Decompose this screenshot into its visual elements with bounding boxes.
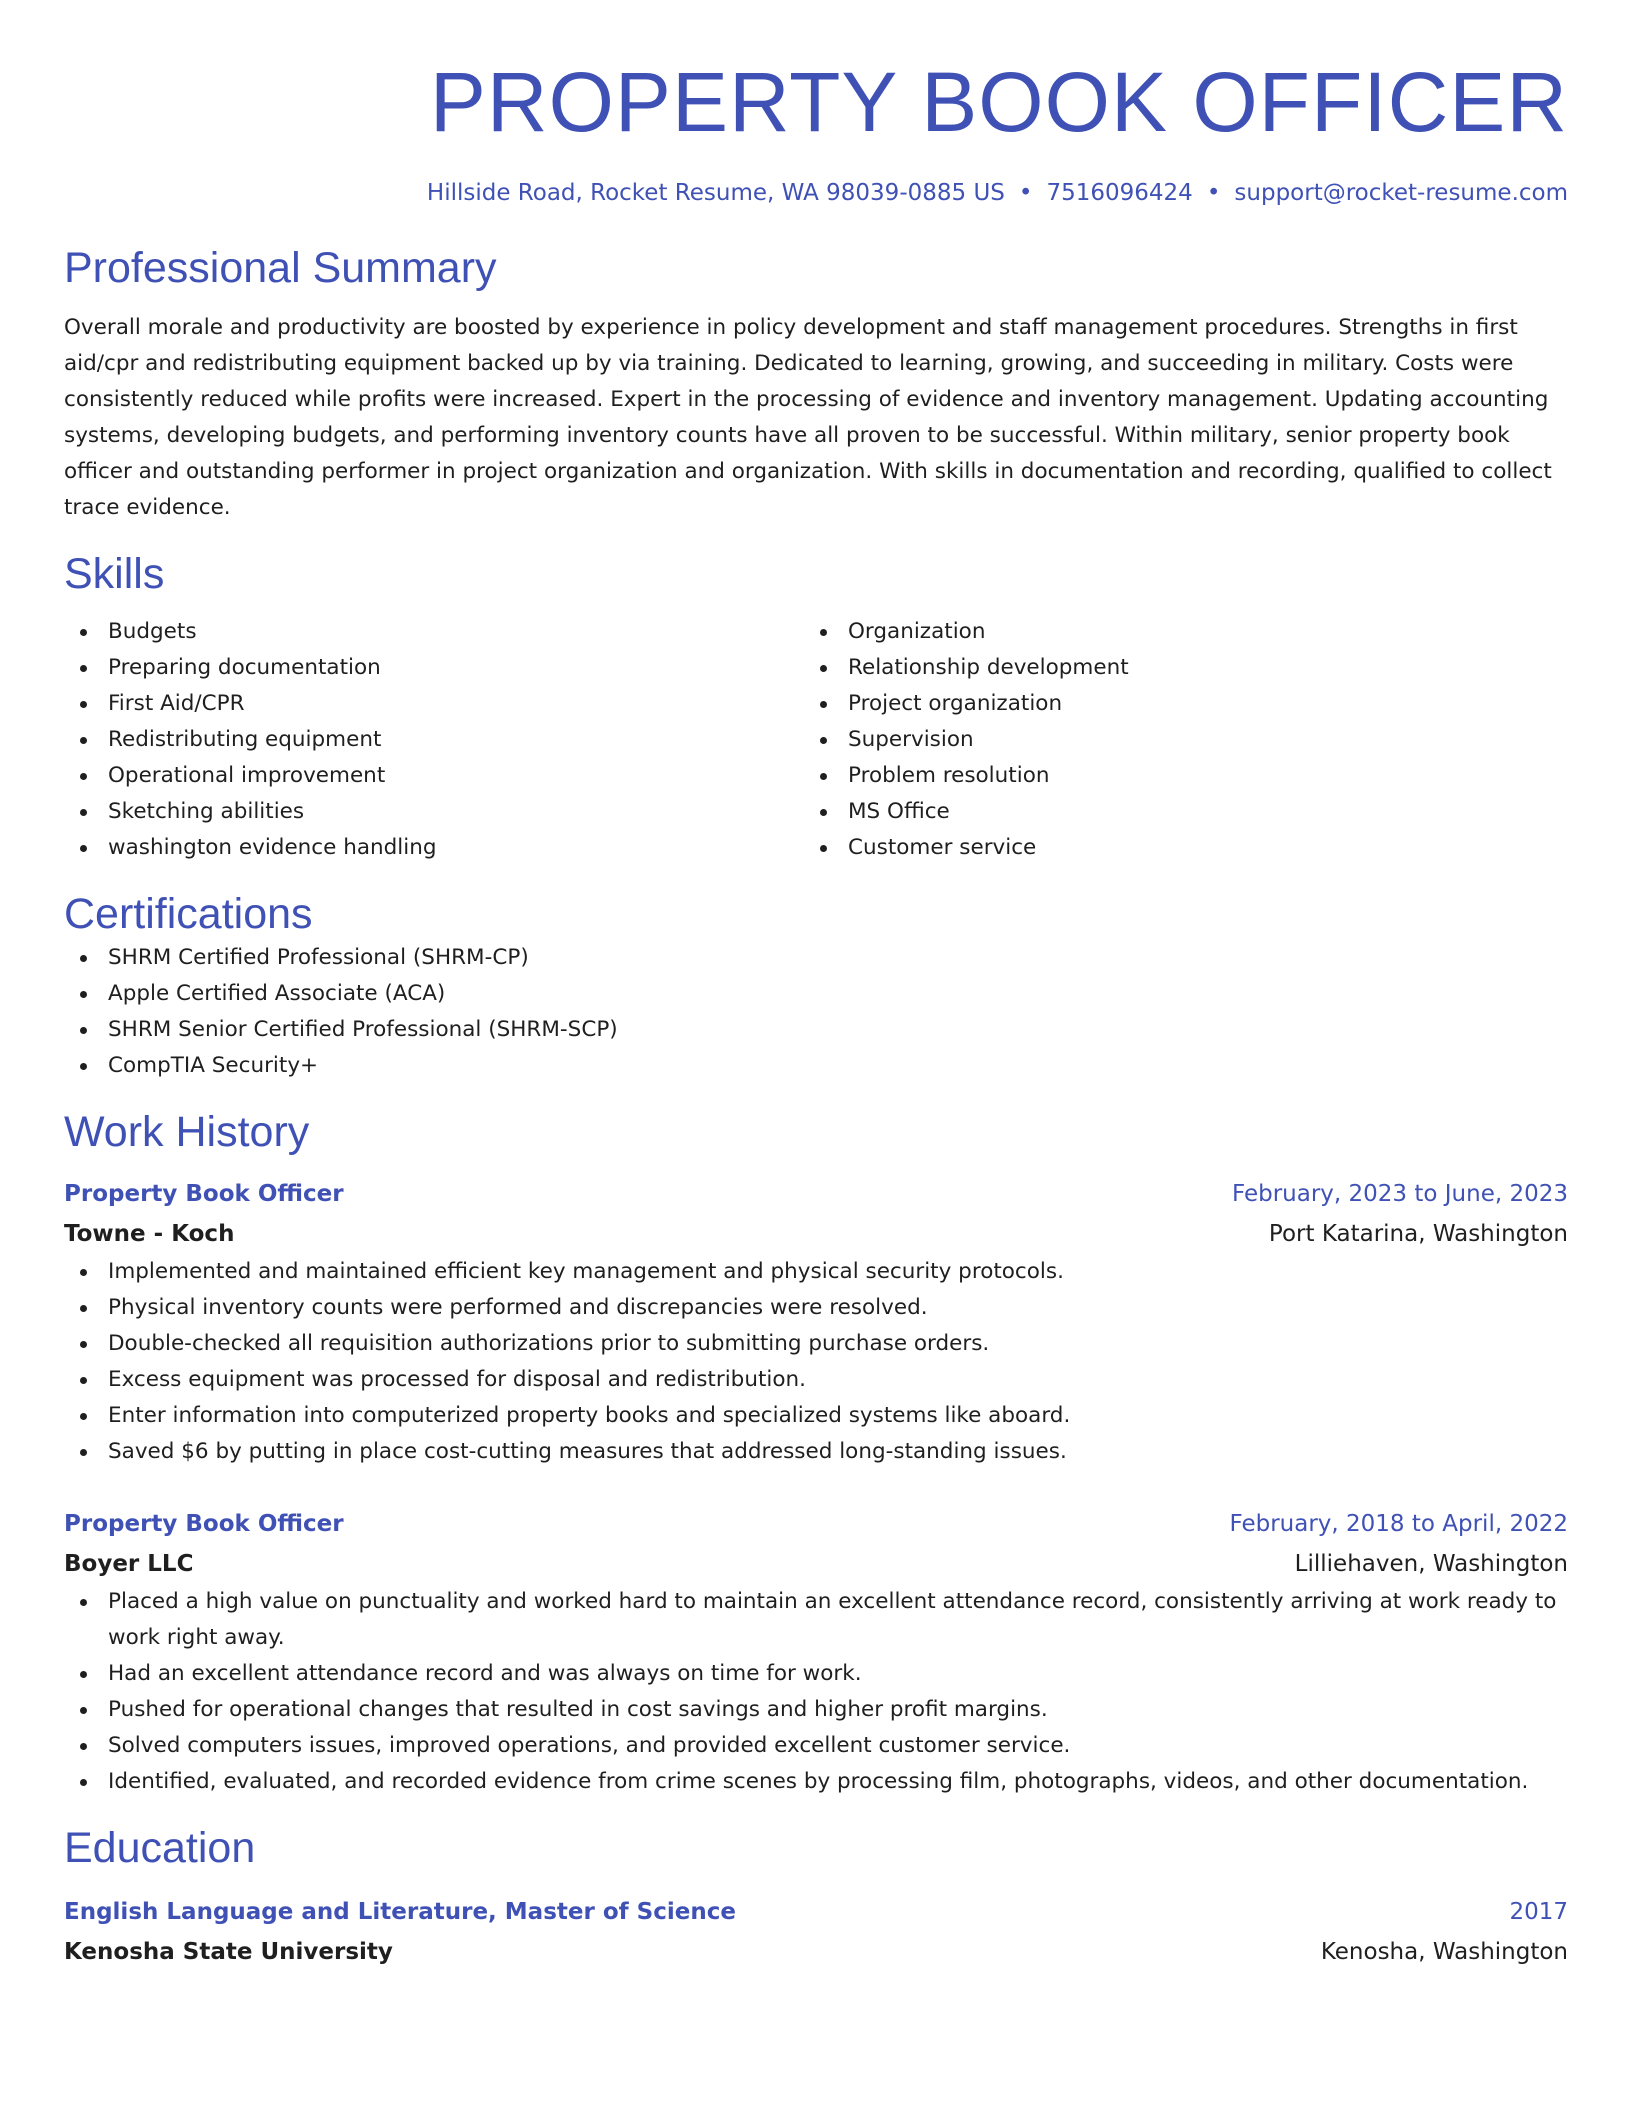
skills-left-list — [64, 614, 804, 866]
job-location: Port Katarina, Washington — [1268, 1221, 1568, 1247]
job-duties-list — [64, 1254, 1568, 1470]
job-duty: Identified, evaluated, and recorded evidence from crime scenes by processing film, photographs, videos, and other documentation. — [64, 1764, 1568, 1800]
education-school-row — [64, 1932, 1568, 1972]
education-degree-row — [64, 1892, 1568, 1932]
job-entry — [64, 1174, 1568, 1470]
job-duty: Solved computers issues, improved operations, and provided excellent customer service. — [64, 1728, 1568, 1764]
certification-item: CompTIA Security+ — [64, 1048, 1568, 1084]
job-duties-list — [64, 1584, 1568, 1800]
certifications-heading: Certifications — [64, 890, 313, 938]
skill-item: Problem resolution — [804, 758, 1544, 794]
summary-heading: Professional Summary — [64, 244, 497, 292]
job-employer-row — [64, 1214, 1568, 1254]
job-duty: Saved $6 by putting in place cost-cutting measures that addressed long-standing issues. — [64, 1434, 1568, 1470]
education-location: Kenosha, Washington — [1320, 1939, 1568, 1965]
job-duty: Pushed for operational changes that resulted in cost savings and higher profit margins. — [64, 1692, 1568, 1728]
job-duty: Had an excellent attendance record and was always on time for work. — [64, 1656, 1568, 1692]
skill-item: Project organization — [804, 686, 1544, 722]
job-dates: February, 2018 to April, 2022 — [1229, 1511, 1568, 1537]
education-school: Kenosha State University — [64, 1939, 393, 1965]
skill-item: Sketching abilities — [64, 794, 804, 830]
job-employer-row — [64, 1544, 1568, 1584]
contact-email[interactable]: support@rocket-resume.com — [1234, 180, 1568, 206]
skills-heading: Skills — [64, 550, 165, 598]
skills-right-list — [804, 614, 1544, 866]
skill-item: Supervision — [804, 722, 1544, 758]
job-duty: Double-checked all requisition authorizations prior to submitting purchase orders. — [64, 1326, 1568, 1362]
skill-item: MS Office — [804, 794, 1544, 830]
summary-text: Overall morale and productivity are boosted by experience in policy development and staff management procedures. Strengths in first aid/cpr and redistributing equipment backed up by via training. Dedicated to learning, growing, and succeeding in military. Costs were consistently reduced while profits were increased. Expert in the processing of evidence and inventory management. Updating accounting systems, developing budgets, and performing inventory counts have all proven to be successful. Within military, senior property book officer and outstanding performer in project organization and organization. With skills in documentation and recording, qualified to collect trace evidence. — [64, 315, 1552, 520]
job-title: Property Book Officer — [64, 1511, 344, 1537]
education-degree: English Language and Literature, Master of Science — [64, 1899, 736, 1925]
job-duty: Excess equipment was processed for disposal and redistribution. — [64, 1362, 1568, 1398]
skill-item: Organization — [804, 614, 1544, 650]
job-duty: Implemented and maintained efficient key management and physical security protocols. — [64, 1254, 1568, 1290]
job-entry — [64, 1504, 1568, 1800]
certification-item: SHRM Senior Certified Professional (SHRM-SCP) — [64, 1012, 1568, 1048]
job-duty: Placed a high value on punctuality and worked hard to maintain an excellent attendance record, consistently arriving at work ready to work right away. — [64, 1584, 1568, 1656]
skill-item: Redistributing equipment — [64, 722, 804, 758]
skill-item: Customer service — [804, 830, 1544, 866]
job-employer: Towne - Koch — [64, 1221, 235, 1247]
job-employer: Boyer LLC — [64, 1551, 194, 1577]
education-entry — [64, 1892, 1568, 1972]
job-title-row — [64, 1174, 1568, 1214]
candidate-name: PROPERTY BOOK OFFICER — [429, 55, 1568, 149]
work-history-heading: Work History — [64, 1108, 310, 1156]
certification-item: Apple Certified Associate (ACA) — [64, 976, 1568, 1012]
contact-phone: 7516096424 — [1046, 180, 1193, 206]
education-heading: Education — [64, 1824, 256, 1872]
job-duty: Physical inventory counts were performed and discrepancies were resolved. — [64, 1290, 1568, 1326]
certifications-list — [64, 940, 1568, 1084]
job-title-row — [64, 1504, 1568, 1544]
contact-address: Hillside Road, Rocket Resume, WA 98039-0885 US — [426, 180, 1005, 206]
job-dates: February, 2023 to June, 2023 — [1231, 1181, 1568, 1207]
certification-item: SHRM Certified Professional (SHRM-CP) — [64, 940, 1568, 976]
contact-line — [64, 178, 1568, 208]
education-year: 2017 — [1509, 1899, 1568, 1925]
skill-item: Relationship development — [804, 650, 1544, 686]
job-duty: Enter information into computerized property books and specialized systems like aboard. — [64, 1398, 1568, 1434]
skill-item: Preparing documentation — [64, 650, 804, 686]
job-location: Lilliehaven, Washington — [1294, 1551, 1568, 1577]
skill-item: First Aid/CPR — [64, 686, 804, 722]
contact-separator: • — [1206, 180, 1221, 206]
contact-separator: • — [1018, 180, 1033, 206]
skill-item: washington evidence handling — [64, 830, 804, 866]
skill-item: Operational improvement — [64, 758, 804, 794]
job-title: Property Book Officer — [64, 1181, 344, 1207]
skill-item: Budgets — [64, 614, 804, 650]
skills-columns — [64, 614, 1568, 866]
